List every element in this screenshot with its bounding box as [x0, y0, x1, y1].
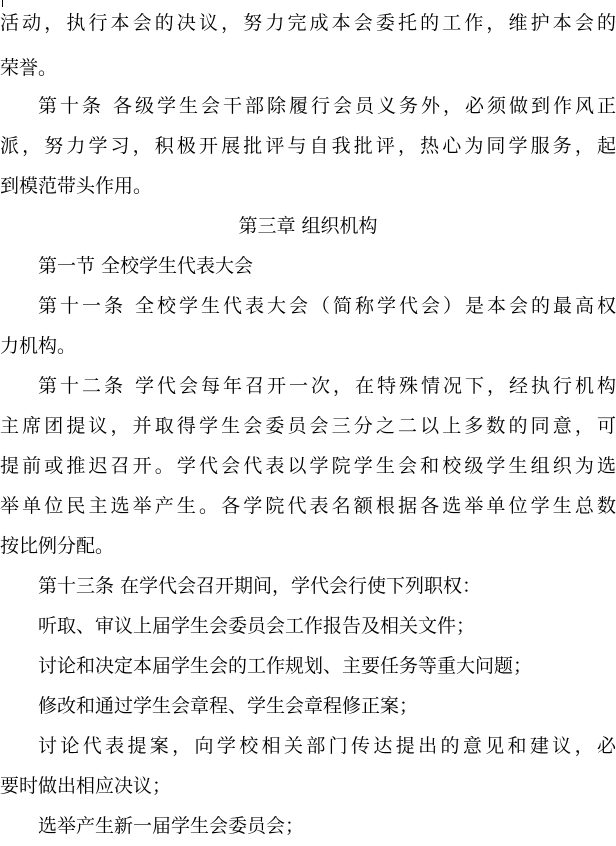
list-item-2: 讨论和决定本届学生会的工作规划、主要任务等重大问题；: [38, 655, 533, 677]
text-line-12: 提前或推迟召开。学代会代表以学院学生会和校级学生组织为选: [0, 455, 616, 477]
list-item-3: 修改和通过学生会章程、学生会章程修正案；: [38, 695, 419, 717]
text-line-8: 第十一条 全校学生代表大会（简称学代会）是本会的最高权: [38, 295, 616, 317]
list-item-5: 选举产生新一届学生会委员会；: [38, 815, 305, 837]
text-line-15: 第十三条 在学代会召开期间，学代会行使下列职权：: [38, 575, 482, 597]
text-line-3: 第十条 各级学生会干部除履行会员义务外，必须做到作风正: [38, 95, 616, 117]
text-line-10: 第十二条 学代会每年召开一次，在特殊情况下，经执行机构: [38, 375, 616, 397]
list-item-1: 听取、审议上届学生会委员会工作报告及相关文件；: [38, 615, 476, 637]
chapter-heading: 第三章 组织机构: [238, 215, 378, 237]
text-line-4: 派，努力学习，积极开展批评与自我批评，热心为同学服务，起: [0, 135, 616, 157]
list-item-4-continued: 要时做出相应决议；: [0, 775, 172, 797]
list-item-4: 讨论代表提案，向学校相关部门传达提出的意见和建议，必: [38, 735, 616, 757]
section-heading: 第一节 全校学生代表大会: [38, 255, 254, 277]
text-line-1: 活动，执行本会的决议，努力完成本会委托的工作，维护本会的: [0, 12, 616, 34]
text-line-2: 荣誉。: [0, 57, 58, 79]
text-line-14: 按比例分配。: [0, 535, 115, 557]
text-line-13: 举单位民主选举产生。各学院代表名额根据各选举单位学生总数: [0, 495, 616, 517]
text-line-11: 主席团提议，并取得学生会委员会三分之二以上多数的同意，可: [0, 415, 616, 437]
text-line-5: 到模范带头作用。: [0, 175, 153, 197]
text-line-9: 力机构。: [0, 335, 77, 357]
